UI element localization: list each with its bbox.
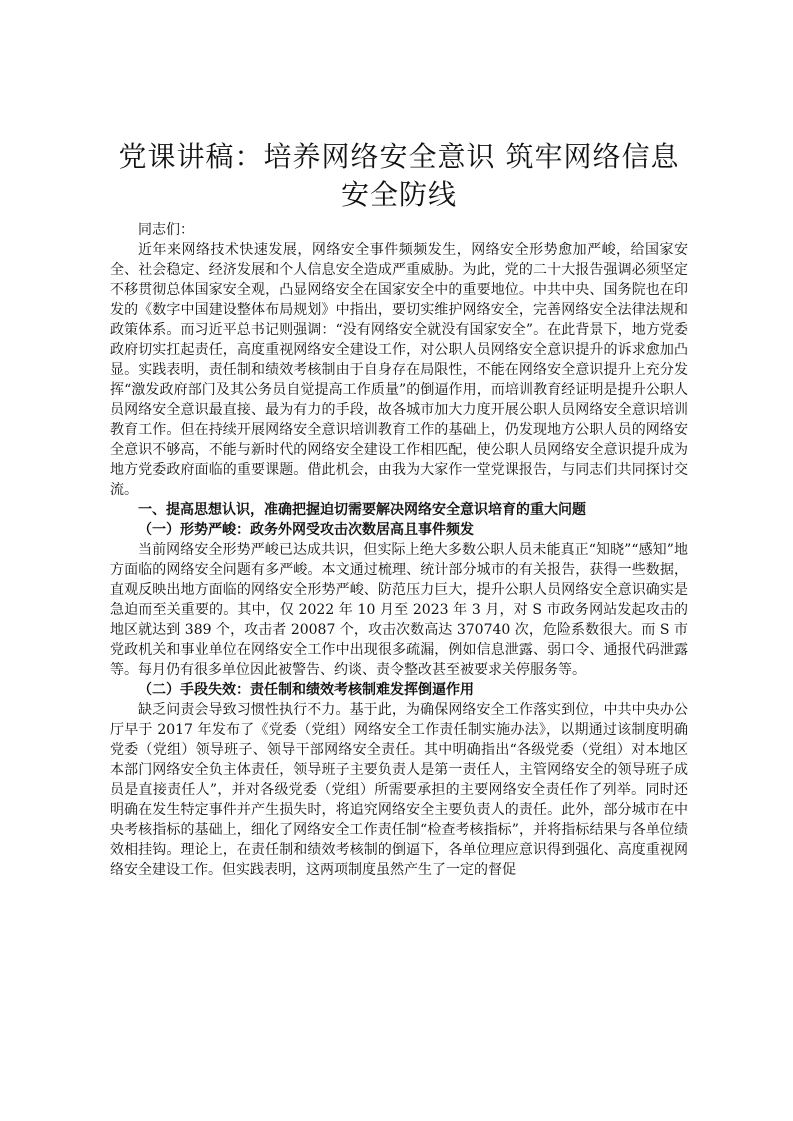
- subsection-heading-2: （二）手段失效：责任制和绩效考核制难发挥倒逼作用: [138, 682, 474, 698]
- document-title: 党课讲稿：培养网络安全意识 筑牢网络信息安全防线: [118, 140, 680, 211]
- salutation: 同志们：: [138, 222, 194, 238]
- intro-paragraph: 近年来网络技术快速发展，网络安全事件频频发生，网络安全形势愈加严峻，给国家安全、社会稳定、经济发展和个人信息安全造成严重威胁。为此，党的二十大报告强调必须坚定不移贯彻总体国家安全观，凸显网络安全在国家安全中的重要地位。中共中央、国务院也在印发的《数字中国建设整体布局规划》中指出，要切实维护网络安全，完善网络安全法律法规和政策体系。而习近平总书记则强调：“没有网络安全就没有国家安全”。在此背景下，地方党委政府切实扛起责任，高度重视网络安全建设工作，对公职人员网络安全意识提升的诉求愈加凸显。实践表明，责任制和绩效考核制由于自身存在局限性，不能在网络安全意识提升上充分发挥“激发政府部门及其公务员自觉提高工作质量”的倒逼作用，而培训教育经证明是提升公职人员网络安全意识最直接、最为有力的手段，故各城市加大力度开展公职人员网络安全意识培训教育工作。但在持续开展网络安全意识培训教育工作的基础上，仍发现地方公职人员的网络安全意识不够高，不能与新时代的网络安全建设工作相匹配，使公职人员网络安全意识提升成为地方党委政府面临的重要课题。借此机会，由我为大家作一堂党课报告，与同志们共同探讨交流。: [110, 242, 688, 498]
- subsection-heading-1: （一）形势严峻：政务外网受攻击次数居高且事件频发: [138, 522, 474, 538]
- section-heading-1: 一、提高思想认识，准确把握迫切需要解决网络安全意识培育的重大问题: [138, 502, 586, 518]
- body-paragraph-2: 当前网络安全形势严峻已达成共识，但实际上绝大多数公职人员未能真正“知晓”“感知”地方面临的网络安全问题有多严峻。本文通过梳理、统计部分城市的有关报告，获得一些数据，直观反映出地方面临的网络安全形势严峻、防范压力巨大，提升公职人员网络安全意识确实是急迫而至关重要的。其中，仅 2022 年 10 月至 2023 年 3 月，对 S 市政务网站发起攻击的地区就达到 389 个，攻击者 20087 个，攻击次数高达 370740 次，危险系数很大。而 S 市党政机关和事业单位在网络安全工作中出现很多疏漏，例如信息泄露、弱口令、通报代码泄露等。每月仍有很多单位因此被警告、约谈、责令整改甚至被要求关停服务等。: [110, 542, 688, 678]
- body-paragraph-3: 缺乏问责会导致习惯性执行不力。基于此，为确保网络安全工作落实到位，中共中央办公厅早于 2017 年发布了《党委（党组）网络安全工作责任制实施办法》，以期通过该制度明确党委（党组）领导班子、领导干部网络安全责任。其中明确指出“各级党委（党组）对本地区本部门网络安全负主体责任，领导班子主要负责人是第一责任人，主管网络安全的领导班子成员是直接责任人”，并对各级党委（党组）所需要承担的主要网络安全责任作了列举。同时还明确在发生特定事件并产生损失时，将追究网络安全主要负责人的责任。此外，部分城市在中央考核指标的基础上，细化了网络安全工作责任制“检查考核指标”，并将指标结果与各单位绩效相挂钩。理论上，在责任制和绩效考核制的倒逼下，各单位理应意识得到强化、高度重视网络安全建设工作。但实践表明，这两项制度虽然产生了一定的督促: [110, 702, 688, 878]
- document-page: [110, 138, 688, 880]
